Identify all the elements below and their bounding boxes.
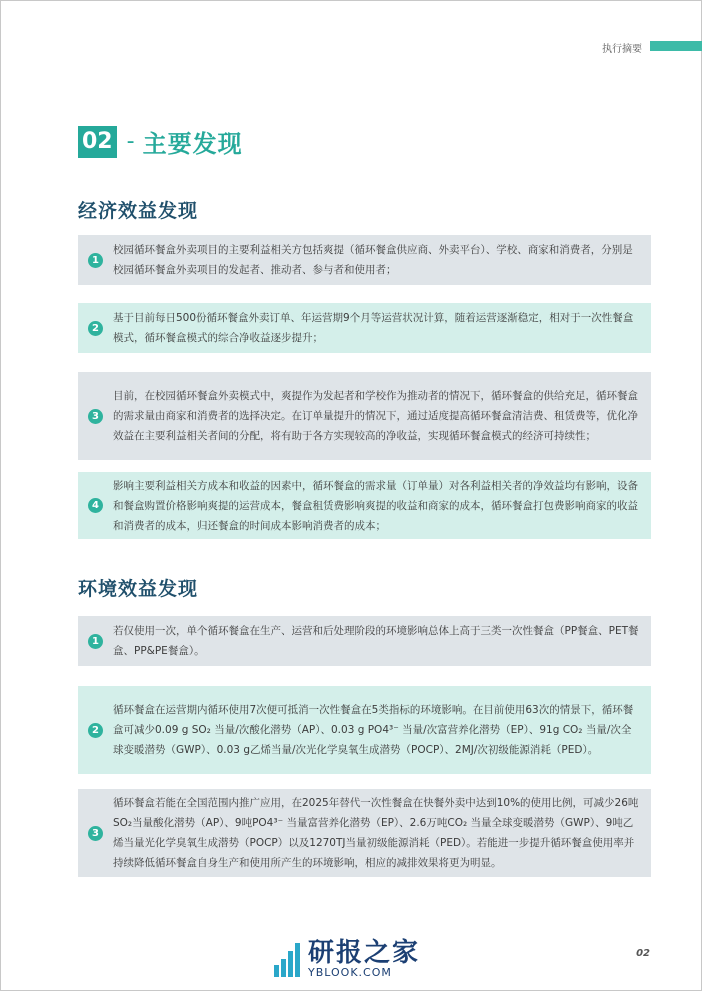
number-badge: 1 (88, 253, 103, 268)
environmental-finding-2 (78, 686, 651, 774)
finding-text: 循环餐盒若能在全国范围内推广应用，在2025年替代一次性餐盒在快餐外卖中达到10%的使用比例，可减少26吨SO₂当量酸化潜势（AP）、9吨PO4³⁻ 当量富营养化潜势（EP）、2.6万吨CO₂ 当量全球变暖潜势（GWP）、9吨乙烯当量光化学臭氧生成潜势（POCP）以及1270TJ当量初级能源消耗（PED）。若能进一步提升循环餐盒使用率并持续降低循环餐盒自身生产和使用所产生的环境影响，相应的减排效果将更为明显。 (113, 797, 639, 869)
number-badge: 2 (88, 321, 103, 336)
logo-name: 研报之家 (308, 938, 421, 968)
environmental-findings-title: 环境效益发现 (78, 578, 199, 600)
number-badge: 4 (88, 498, 103, 513)
page-number: 02 (636, 948, 650, 959)
section-dash: - (126, 129, 135, 154)
economic-finding-4 (78, 472, 651, 539)
environmental-finding-3 (78, 789, 651, 877)
finding-text: 影响主要利益相关方成本和收益的因素中，循环餐盒的需求量（订单量）对各利益相关者的净效益均有影响，设备和餐盒购置价格影响爽提的运营成本，餐盒租赁费影响爽提的收益和商家的成本，循环餐盒打包费影响商家的收益和消费者的成本，归还餐盒的时间成本影响消费者的成本； (113, 479, 638, 532)
economic-finding-2 (78, 303, 651, 353)
finding-text: 校园循环餐盒外卖项目的主要利益相关方包括爽提（循环餐盒供应商、外卖平台）、学校、商家和消费者，分别是校园循环餐盒外卖项目的发起者、推动者、参与者和使用者； (113, 244, 633, 276)
watermark-logo (274, 940, 420, 979)
environmental-finding-1 (78, 616, 651, 666)
header-accent-bar (650, 41, 702, 51)
bar-chart-icon (274, 943, 302, 977)
number-badge: 1 (88, 634, 103, 649)
section-title (78, 124, 243, 159)
number-badge: 3 (88, 826, 103, 841)
section-heading: 主要发现 (142, 130, 243, 158)
logo-url: YBLOOK.COM (308, 966, 392, 979)
economic-finding-3 (78, 372, 651, 460)
finding-text: 循环餐盒在运营期内循环使用7次便可抵消一次性餐盒在5类指标的环境影响。在目前使用63次的情景下，循环餐盒可减少0.09 g SO₂ 当量/次酸化潜势（AP）、0.03 g PO4³⁻ 当量/次富营养化潜势（EP）、91g CO₂ 当量/次全球变暖潜势（GWP）、0.03 g乙烯当量/次光化学臭氧生成潜势（POCP）、2MJ/次初级能源消耗（PED）。 (113, 704, 634, 756)
economic-findings-title: 经济效益发现 (78, 200, 199, 222)
number-badge: 2 (88, 723, 103, 738)
economic-finding-1 (78, 235, 651, 285)
finding-text: 若仅使用一次，单个循环餐盒在生产、运营和后处理阶段的环境影响总体上高于三类一次性餐盒（PP餐盒、PET餐盒、PP&PE餐盒）。 (113, 625, 639, 657)
finding-text: 基于目前每日500份循环餐盒外卖订单、年运营期9个月等运营状况计算，随着运营逐渐稳定，相对于一次性餐盒模式，循环餐盒模式的综合净收益逐步提升； (113, 312, 634, 344)
header-label: 执行摘要 (602, 44, 642, 55)
finding-text: 目前，在校园循环餐盒外卖模式中，爽提作为发起者和学校作为推动者的情况下，循环餐盒的供给充足，循环餐盒的需求量由商家和消费者的选择决定。在订单量提升的情况下，通过适度提高循环餐盒清洁费、租赁费等，优化净效益在主要利益相关者间的分配，将有助于各方实现较高的净收益，实现循环餐盒模式的经济可持续性； (113, 390, 638, 442)
section-number: 02 (78, 126, 117, 158)
number-badge: 3 (88, 409, 103, 424)
